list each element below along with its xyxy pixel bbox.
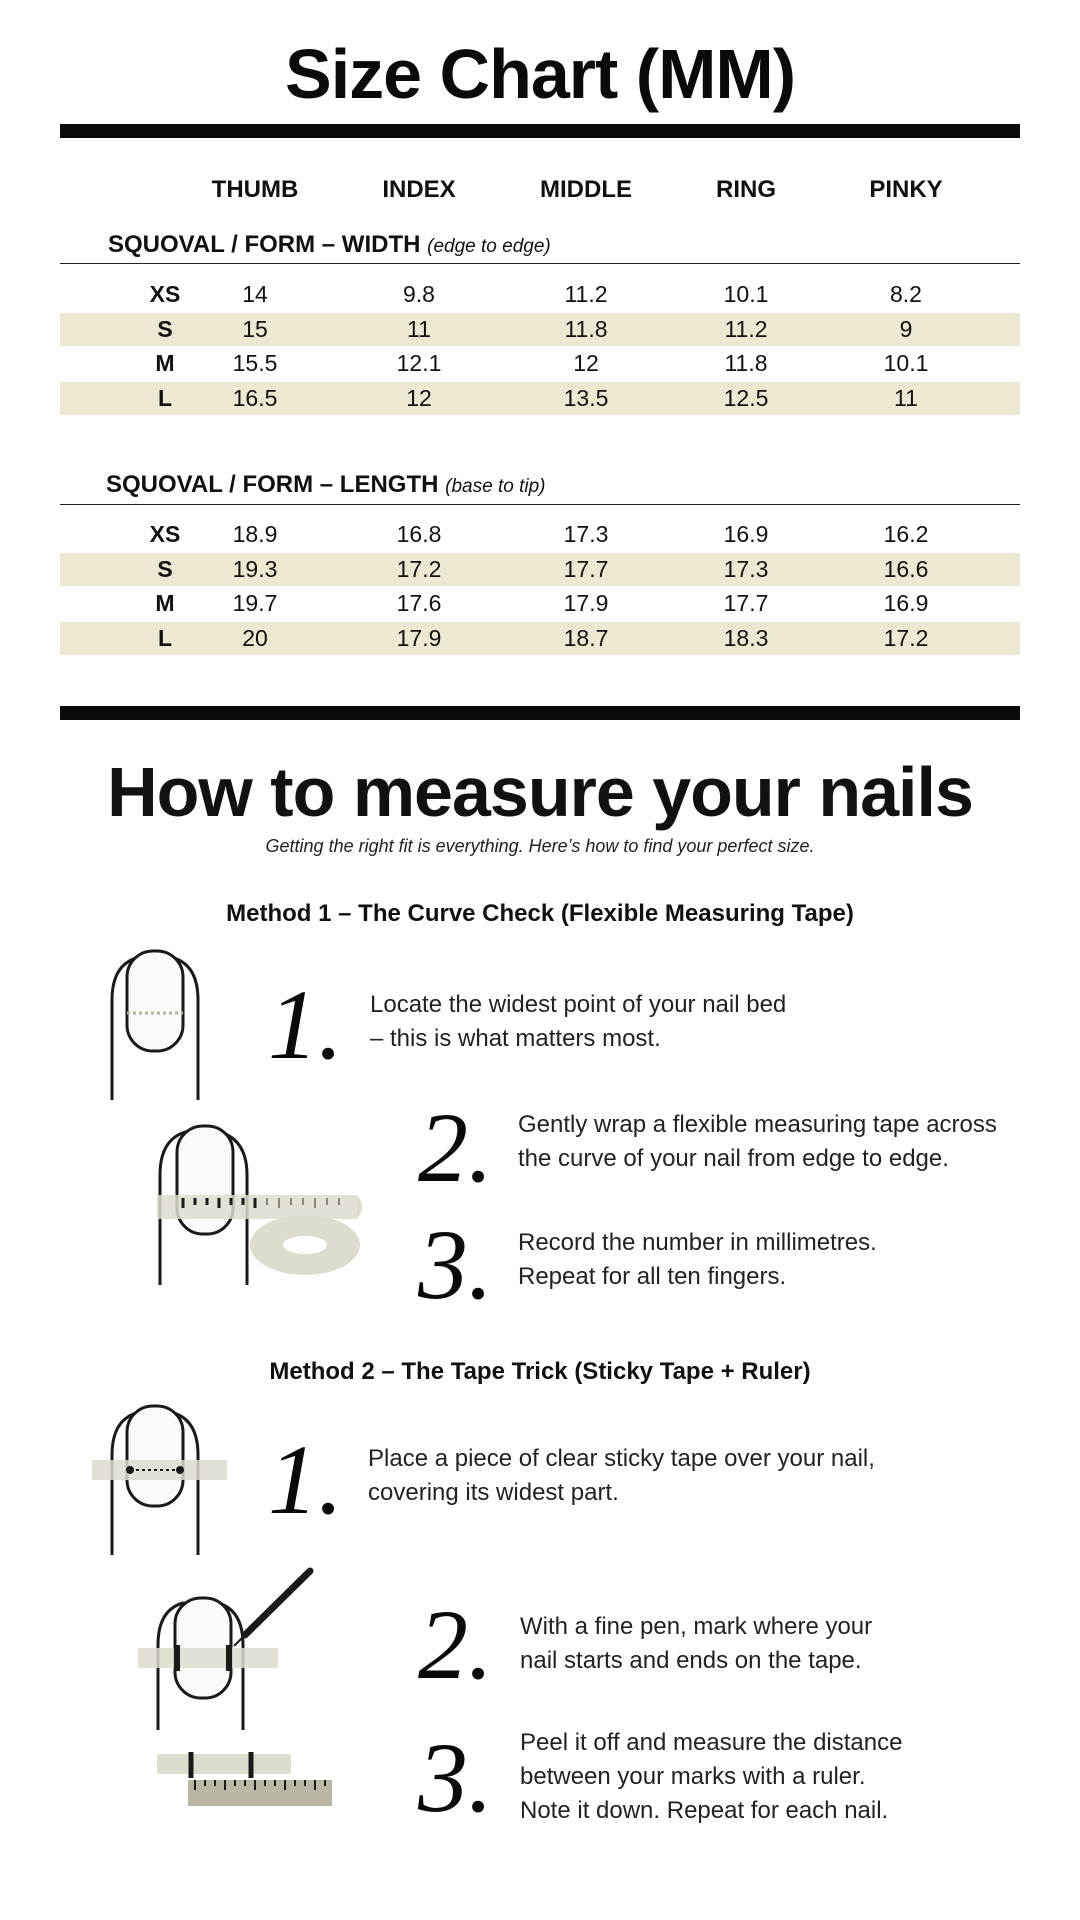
method-2-title: Method 2 – The Tape Trick (Sticky Tape + Ruler) <box>269 1358 811 1385</box>
table-cell: 12.5 <box>723 385 769 411</box>
table-cell: 15 <box>242 316 268 342</box>
table-cell: 19.3 <box>232 556 278 582</box>
method-2-step-2-text: With a fine pen, mark where your nail starts and ends on the tape. <box>520 1613 873 1674</box>
table-cell: 18.7 <box>563 625 609 651</box>
method-1-step-1-number: 1. <box>268 969 343 1080</box>
table-cell: 19.7 <box>232 590 278 616</box>
table-cell: 15.5 <box>232 350 278 376</box>
table-cell: 17.3 <box>723 556 769 582</box>
table-cell: 12 <box>573 350 599 376</box>
column-header-middle: MIDDLE <box>540 176 632 203</box>
method-1-step-3-number: 3. <box>418 1209 493 1320</box>
table-cell: 10.1 <box>883 350 929 376</box>
width-table-heading <box>108 231 551 259</box>
table-cell: 11.2 <box>564 281 608 307</box>
table-cell: 17.2 <box>396 556 442 582</box>
bottom-divider-bar <box>60 706 1020 720</box>
table-cell: 17.9 <box>396 625 442 651</box>
how-to-title: How to measure your nails <box>107 753 973 831</box>
size-label: L <box>157 625 173 651</box>
table-cell: 16.6 <box>883 556 929 582</box>
size-label: S <box>157 316 173 342</box>
table-cell: 17.6 <box>396 590 442 616</box>
table-row <box>60 347 1020 380</box>
table-cell: 17.3 <box>563 521 609 547</box>
method-1-step-2-number: 2. <box>418 1092 493 1203</box>
table-cell: 16.9 <box>723 521 769 547</box>
size-label: L <box>157 385 173 411</box>
width-heading-note: (edge to edge) <box>427 236 551 257</box>
table-cell: 12.1 <box>396 350 442 376</box>
method-2-step-1-number: 1. <box>268 1424 343 1535</box>
column-header-index: INDEX <box>382 176 456 203</box>
table-cell: 11.8 <box>724 350 768 376</box>
table-cell: 16.2 <box>883 521 929 547</box>
table-row <box>60 382 1020 415</box>
finger-sticky-tape-icon <box>90 1400 240 1560</box>
table-row <box>60 622 1020 655</box>
size-label: XS <box>149 521 181 547</box>
method-2-step-2-number: 2. <box>418 1589 493 1700</box>
finger-widest-point-icon <box>100 945 220 1105</box>
table-cell: 16.9 <box>883 590 929 616</box>
column-header-pinky: PINKY <box>869 176 943 203</box>
top-divider-bar <box>60 124 1020 138</box>
size-label: S <box>157 556 173 582</box>
table-row <box>60 278 1020 311</box>
table-cell: 12 <box>406 385 432 411</box>
table-cell: 17.9 <box>563 590 609 616</box>
table-cell: 8.2 <box>890 281 922 307</box>
size-label: M <box>155 350 175 376</box>
method-1-step-2-text: Gently wrap a flexible measuring tape across the curve of your nail from edge to edge. <box>518 1111 997 1172</box>
table-cell: 10.1 <box>723 281 769 307</box>
method-1-step-3-text: Record the number in millimetres. Repeat for all ten fingers. <box>518 1229 877 1290</box>
width-heading-label: SQUOVAL / FORM – WIDTH <box>108 231 421 258</box>
table-cell: 17.7 <box>563 556 609 582</box>
length-heading-label: SQUOVAL / FORM – LENGTH <box>106 471 439 498</box>
table-row <box>60 313 1020 346</box>
table-cell: 18.3 <box>723 625 769 651</box>
table-row <box>60 553 1020 586</box>
method-1-title: Method 1 – The Curve Check (Flexible Measuring Tape) <box>226 900 854 927</box>
table-cell: 17.2 <box>883 625 929 651</box>
method-2-step-3-number: 3. <box>418 1722 493 1833</box>
method-2-step-1-text: Place a piece of clear sticky tape over your nail, covering its widest part. <box>368 1445 875 1506</box>
table-cell: 9 <box>899 316 913 342</box>
page-title: Size Chart (MM) <box>285 35 795 113</box>
table-row <box>60 518 1020 551</box>
measuring-tape-icon <box>135 1120 385 1290</box>
table-cell: 11 <box>407 316 431 342</box>
how-to-subtitle: Getting the right fit is everything. Here’s how to find your perfect size. <box>265 836 815 856</box>
table-cell: 11.2 <box>724 316 768 342</box>
method-2-step-3-text: Peel it off and measure the distance between your marks with a ruler. Note it down. Repeat for each nail. <box>520 1729 903 1824</box>
length-heading-note: (base to tip) <box>445 476 546 497</box>
table-cell: 11 <box>894 385 918 411</box>
ruler-icon <box>155 1752 335 1812</box>
column-header-thumb: THUMB <box>211 176 299 203</box>
length-table-heading <box>106 471 545 499</box>
table-row <box>60 587 1020 620</box>
table-cell: 9.8 <box>403 281 435 307</box>
size-label: XS <box>149 281 181 307</box>
table-cell: 16.8 <box>396 521 442 547</box>
table-cell: 18.9 <box>232 521 278 547</box>
table-cell: 14 <box>242 281 268 307</box>
table-cell: 11.8 <box>564 316 608 342</box>
table-cell: 13.5 <box>563 385 609 411</box>
table-cell: 17.7 <box>723 590 769 616</box>
table-cell: 20 <box>242 625 268 651</box>
length-table-rule <box>60 504 1020 505</box>
pen-marking-icon <box>130 1565 320 1735</box>
width-table-rule <box>60 263 1020 264</box>
method-1-step-1-text: Locate the widest point of your nail bed – this is what matters most. <box>370 991 787 1052</box>
size-label: M <box>155 590 175 616</box>
column-header-ring: RING <box>716 176 776 203</box>
table-cell: 16.5 <box>232 385 278 411</box>
